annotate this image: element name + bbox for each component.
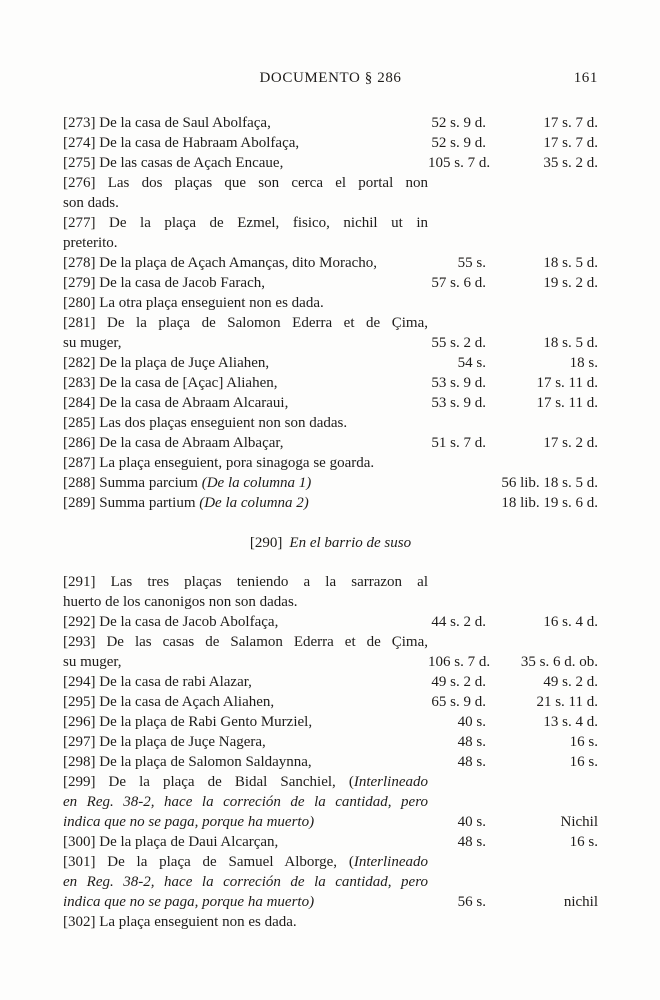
entry-line [63,672,428,692]
text-run: [282] De la plaça de Juçe Aliahen, [63,355,270,371]
text-run: [291] Las tres plaças teniendo a la sarrazon al [63,574,428,590]
entry-description [63,433,428,453]
text-run: [284] De la casa de Abraam Alcaraui, [63,395,289,411]
entry-row [63,493,598,513]
entry-row [63,133,598,153]
text-run: preterito. [63,235,118,251]
entry-amount-col2: 18 s. [569,355,598,371]
text-run: [281] De la plaça de Salomon Ederra et de Çima, [63,315,428,331]
entry-line [63,493,428,513]
entry-line [63,712,428,732]
entry-line [63,153,428,173]
entry-line [63,592,428,612]
section-heading [63,533,598,553]
entry-line [63,912,428,932]
entry-description [63,393,428,413]
text-run: [302] La plaça enseguient non es dada. [63,914,297,930]
entry-line [63,632,428,652]
entry-line [63,313,428,333]
entry-row [63,433,598,453]
entry-amount-col1: 44 s. 2 d. [431,614,486,630]
entry-amount-total: 18 lib. 19 s. 6 d. [501,495,598,511]
text-run: [277] De la plaça de Ezmel, fisico, nichil ut in [63,215,428,231]
entry-line [63,572,428,592]
entry-amount-col1: 55 s. [457,255,486,271]
entry-row [63,353,598,373]
section-heading-number: [290] [249,535,283,551]
entry-description [63,313,428,353]
entry-amount-col1: 57 s. 6 d. [431,275,486,291]
entry-row [63,393,598,413]
text-run: son dads. [63,195,119,211]
entry-amount-col1: 52 s. 9 d. [431,115,486,131]
text-run: [296] De la plaça de Rabi Gento Murziel, [63,714,313,730]
entry-description [63,273,428,293]
entry-row [63,293,598,313]
entry-amount-col2: 35 s. 6 d. ob. [520,654,598,670]
entry-amount-col2: 18 s. 5 d. [543,335,598,351]
entry-line [63,652,428,672]
entry-description [63,453,428,473]
entry-line [63,233,428,253]
entry-description [63,672,428,692]
entry-row [63,453,598,473]
entry-row [63,173,598,213]
entry-row [63,213,598,253]
entry-amount-col2: 49 s. 2 d. [543,674,598,690]
entry-amount-col2: 17 s. 7 d. [543,115,598,131]
text-run: [278] De la plaça de Açach Amanças, dito Moracho, [63,255,378,271]
entry-description [63,293,428,313]
entry-amount-col2: 18 s. 5 d. [543,255,598,271]
entry-line [63,253,428,273]
entry-amount-col2: 21 s. 11 d. [536,694,598,710]
entry-line [63,473,428,493]
entry-description [63,772,428,832]
entry-line [63,732,428,752]
entry-description [63,632,428,672]
entry-amount-col1: 48 s. [457,834,486,850]
entry-description [63,832,428,852]
text-run: [299] De la plaça de Bidal Sanchiel, ( [63,774,354,790]
entry-line [63,772,428,792]
text-run: [301] De la plaça de Samuel Alborge, ( [63,854,354,870]
entry-description [63,253,428,273]
italic-text-run: Interlineado [353,854,428,870]
italic-text-run: en Reg. 38-2, hace la correción de la cantidad, pero [63,874,428,890]
entry-amount-total: 56 lib. 18 s. 5 d. [501,475,598,491]
document-header-title: DOCUMENTO § 286 [259,70,402,86]
entry-description [63,113,428,133]
entry-row [63,852,598,912]
entry-description [63,413,428,433]
entry-amount-col2: 19 s. 2 d. [543,275,598,291]
entry-line [63,373,428,393]
entry-line [63,612,428,632]
entry-amount-col1: 48 s. [457,734,486,750]
text-run: huerto de los canonigos non son dadas. [63,594,298,610]
entry-row [63,632,598,672]
entry-line [63,792,428,812]
text-run: [276] Las dos plaças que son cerca el portal non [63,175,428,191]
italic-text-run: (De la columna 2) [199,495,309,511]
text-run: [294] De la casa de rabi Alazar, [63,674,252,690]
entry-amount-col1: 49 s. 2 d. [431,674,486,690]
entry-line [63,293,428,313]
entry-description [63,133,428,153]
entry-line [63,892,428,912]
entry-amount-col1: 55 s. 2 d. [431,335,486,351]
entry-amount-col1: 48 s. [457,754,486,770]
entry-amount-col2: 17 s. 11 d. [536,375,598,391]
entry-amount-col1: 65 s. 9 d. [431,694,486,710]
entry-description [63,612,428,632]
entry-row [63,772,598,832]
entry-row [63,692,598,712]
entry-line [63,852,428,872]
entry-description [63,373,428,393]
entry-description [63,692,428,712]
text-run: [297] De la plaça de Juçe Nagera, [63,734,266,750]
text-run: [300] De la plaça de Daui Alcarçan, [63,834,279,850]
entry-description [63,912,428,932]
entry-row [63,153,598,173]
entry-line [63,193,428,213]
text-run: su muger, [63,654,122,670]
entry-row [63,832,598,852]
text-run: [286] De la casa de Abraam Albaçar, [63,435,284,451]
entries-list-barrio-lower [63,113,598,513]
entry-line [63,273,428,293]
entry-amount-col1: 56 s. [457,894,486,910]
text-run: [280] La otra plaça enseguient non es dada. [63,295,324,311]
running-header [63,68,598,88]
text-run: [285] Las dos plaças enseguient non son dadas. [63,415,348,431]
entry-row [63,313,598,353]
entry-line [63,752,428,772]
entry-description [63,493,428,513]
italic-text-run: Interlineado [353,774,428,790]
entry-amount-col1: 51 s. 7 d. [431,435,486,451]
text-run: [279] De la casa de Jacob Farach, [63,275,265,291]
entry-row [63,912,598,932]
entry-description [63,732,428,752]
entry-row [63,113,598,133]
entry-amount-col1: 54 s. [457,355,486,371]
entry-line [63,413,428,433]
entry-line [63,353,428,373]
text-run: [298] De la plaça de Salomon Saldaynna, [63,754,312,770]
entry-amount-col1: 53 s. 9 d. [431,375,486,391]
text-run: [273] De la casa de Saul Abolfaça, [63,115,271,131]
section-heading-title: En el barrio de suso [289,535,412,551]
entry-description [63,353,428,373]
text-run: [292] De la casa de Jacob Abolfaça, [63,614,279,630]
entry-line [63,453,428,473]
entry-row [63,732,598,752]
entry-row [63,672,598,692]
entry-amount-col1: 106 s. 7 d. [428,654,491,670]
entry-amount-col1: 53 s. 9 d. [431,395,486,411]
entry-row [63,413,598,433]
entry-line [63,213,428,233]
entry-amount-col2: 16 s. [569,834,598,850]
entry-description [63,153,428,173]
text-run: [295] De la casa de Açach Aliahen, [63,694,275,710]
entry-line [63,692,428,712]
text-run: [293] De las casas de Salamon Ederra et de Çima, [63,634,428,650]
entry-line [63,393,428,413]
entry-description [63,752,428,772]
entry-line [63,433,428,453]
italic-text-run: indica que no se paga, porque ha muerto) [63,814,315,830]
text-run: [274] De la casa de Habraam Abolfaça, [63,135,300,151]
page-number: 161 [573,70,598,86]
entry-line [63,832,428,852]
entry-description [63,712,428,732]
entry-description [63,473,428,493]
entry-description [63,213,428,253]
entry-amount-col2: 35 s. 2 d. [543,155,598,171]
entry-line [63,872,428,892]
entry-row [63,373,598,393]
entry-amount-col2: 13 s. 4 d. [543,714,598,730]
text-run: [283] De la casa de [Açac] Aliahen, [63,375,278,391]
entry-amount-col2: Nichil [560,814,598,830]
entries-list-barrio-de-suso [63,572,598,932]
entry-row [63,612,598,632]
entry-amount-col1: 105 s. 7 d. [428,155,491,171]
entry-row [63,273,598,293]
text-run: [289] Summa partium [63,495,200,511]
entry-row [63,572,598,612]
entry-amount-col2: 16 s. [569,754,598,770]
entry-line [63,113,428,133]
entry-amount-col2: 17 s. 11 d. [536,395,598,411]
text-run: [288] Summa parcium [63,475,202,491]
italic-text-run: (De la columna 1) [201,475,312,491]
entry-line [63,133,428,153]
entry-line [63,173,428,193]
entry-row [63,473,598,493]
entry-amount-col2: 17 s. 2 d. [543,435,598,451]
entry-row [63,253,598,273]
entry-amount-col2: 16 s. 4 d. [543,614,598,630]
italic-text-run: en Reg. 38-2, hace la correción de la cantidad, pero [63,794,428,810]
entry-line [63,812,428,832]
entry-amount-col1: 40 s. [457,814,486,830]
entry-line [63,333,428,353]
text-run: su muger, [63,335,122,351]
entry-description [63,173,428,213]
text-run: [287] La plaça enseguient, pora sinagoga se goarda. [63,455,375,471]
entry-amount-col2: nichil [563,894,598,910]
entry-amount-col1: 40 s. [457,714,486,730]
entry-amount-col2: 17 s. 7 d. [543,135,598,151]
entry-amount-col2: 16 s. [569,734,598,750]
italic-text-run: indica que no se paga, porque ha muerto) [63,894,315,910]
entry-row [63,712,598,732]
entry-description [63,852,428,912]
entry-amount-col1: 52 s. 9 d. [431,135,486,151]
entry-description [63,572,428,612]
entry-row [63,752,598,772]
text-run: [275] De las casas de Açach Encaue, [63,155,284,171]
